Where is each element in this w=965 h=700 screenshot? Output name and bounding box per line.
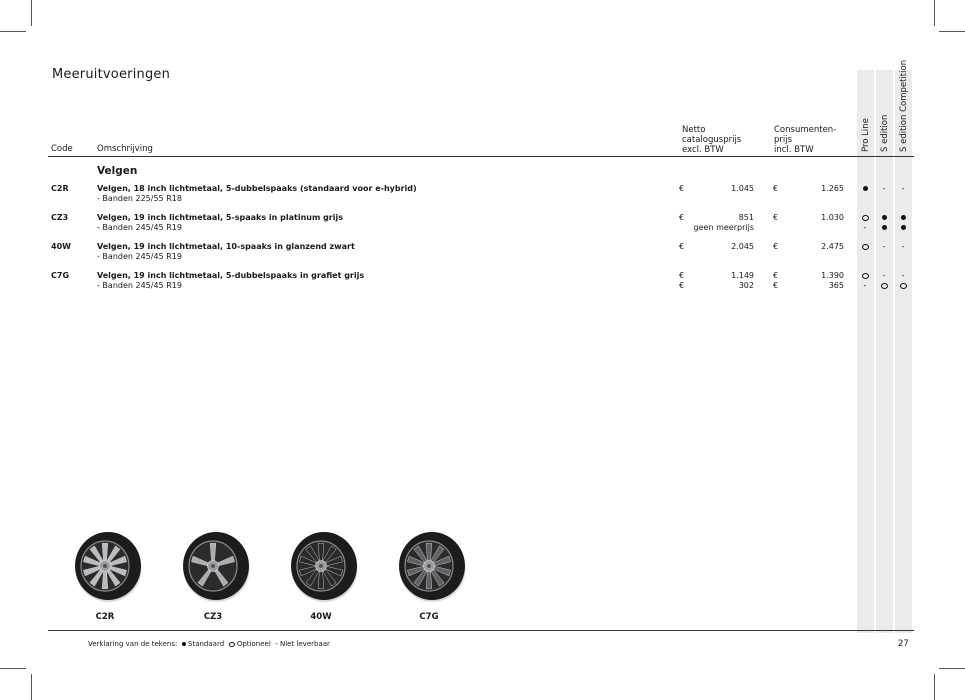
currency-symbol: € xyxy=(773,271,779,280)
tyre-spec: - Banden 225/55 R18 xyxy=(97,194,182,203)
option-code: CZ3 xyxy=(51,213,69,222)
crop-mark xyxy=(939,31,965,32)
wheel-label: CZ3 xyxy=(203,612,223,622)
option-description: Velgen, 19 inch lichtmetaal, 5-spaaks in platinum grijs xyxy=(97,213,343,222)
availability-mark xyxy=(858,242,872,252)
currency-symbol: € xyxy=(773,184,779,193)
availability-mark: - xyxy=(901,242,905,251)
crop-mark xyxy=(0,668,26,669)
standard-dot-icon xyxy=(863,186,868,191)
currency-symbol: € xyxy=(679,271,685,280)
availability-mark xyxy=(877,223,891,233)
optional-ring-icon xyxy=(881,283,888,289)
availability-mark xyxy=(877,213,891,223)
availability-mark xyxy=(858,184,872,194)
hub-centre xyxy=(103,564,107,568)
standard-dot-icon xyxy=(882,225,887,230)
net-price: 1.045 xyxy=(731,184,754,193)
hub-centre xyxy=(427,564,431,568)
availability-mark: - xyxy=(882,184,886,193)
availability-mark xyxy=(858,271,872,281)
net-price: 2.045 xyxy=(731,242,754,251)
availability-mark xyxy=(896,281,910,291)
currency-symbol: € xyxy=(679,242,685,251)
header-code: Code xyxy=(51,144,73,154)
availability-mark: - xyxy=(863,223,867,232)
availability-mark: - xyxy=(901,184,905,193)
standard-dot-icon xyxy=(901,215,906,220)
legend xyxy=(88,640,330,648)
crop-mark xyxy=(934,674,935,700)
consumer-price: 365 xyxy=(828,281,844,290)
currency-symbol: € xyxy=(773,242,779,251)
option-description: Velgen, 18 inch lichtmetaal, 5-dubbelspaaks (standaard voor e-hybrid) xyxy=(97,184,417,193)
currency-symbol: € xyxy=(679,281,685,290)
standard-dot-icon xyxy=(882,215,887,220)
option-code: C2R xyxy=(51,184,69,193)
wheel-label: 40W xyxy=(310,612,332,622)
crop-mark xyxy=(0,31,26,32)
crop-mark xyxy=(939,668,965,669)
optional-ring-icon xyxy=(862,273,869,279)
standard-dot-icon xyxy=(182,642,186,646)
wheel-label: C2R xyxy=(95,612,115,622)
header-description: Omschrijving xyxy=(97,144,153,154)
header-net-price: Netto catalogusprijs excl. BTW xyxy=(682,125,742,155)
availability-mark xyxy=(896,223,910,233)
tyre-spec: - Banden 245/45 R19 xyxy=(97,223,182,232)
crop-mark xyxy=(31,674,32,700)
legend-standard: Standaard xyxy=(188,640,225,648)
tyre-spec: - Banden 245/45 R19 xyxy=(97,281,182,290)
net-price: 302 xyxy=(738,281,754,290)
variant-column-band xyxy=(895,70,912,633)
wheel-label: C7G xyxy=(419,612,439,622)
optional-ring-icon xyxy=(862,244,869,250)
legend-not-available: - Niet leverbaar xyxy=(275,640,330,648)
page-title: Meeruitvoeringen xyxy=(52,67,171,82)
crop-mark xyxy=(31,0,32,26)
currency-symbol: € xyxy=(679,213,685,222)
header-s-edition-competition: S edition Competition xyxy=(899,59,909,152)
page-number: 27 xyxy=(898,639,909,649)
price-note: geen meerprijs xyxy=(693,223,754,232)
legend-intro: Verklaring van de tekens: xyxy=(88,640,178,648)
availability-mark xyxy=(896,213,910,223)
availability-mark xyxy=(877,281,891,291)
header-rule xyxy=(48,156,914,157)
header-consumer-price: Consumenten- prijs incl. BTW xyxy=(774,125,837,155)
section-title: Velgen xyxy=(97,165,138,177)
availability-mark: - xyxy=(882,271,886,280)
legend-optional: Optioneel xyxy=(236,640,271,648)
availability-mark: - xyxy=(863,281,867,290)
optional-ring-icon xyxy=(862,215,869,221)
hub-centre xyxy=(211,564,215,568)
option-description: Velgen, 19 inch lichtmetaal, 5-dubbelspaaks in grafiet grijs xyxy=(97,271,365,280)
consumer-price: 2.475 xyxy=(821,242,844,251)
currency-symbol: € xyxy=(773,213,779,222)
variant-column-band xyxy=(857,70,874,633)
variant-column-band xyxy=(876,70,893,633)
hub-centre xyxy=(319,564,323,568)
option-description: Velgen, 19 inch lichtmetaal, 10-spaaks in glanzend zwart xyxy=(97,242,355,251)
crop-mark xyxy=(934,0,935,26)
availability-mark xyxy=(858,213,872,223)
optional-ring-icon xyxy=(900,283,907,289)
header-s-edition: S edition xyxy=(880,114,890,152)
tyre-spec: - Banden 245/45 R19 xyxy=(97,252,182,261)
availability-mark: - xyxy=(882,242,886,251)
currency-symbol: € xyxy=(679,184,685,193)
currency-symbol: € xyxy=(773,281,779,290)
wheel-image-cz3 xyxy=(180,530,250,602)
header-pro-line: Pro Line xyxy=(861,118,871,152)
option-code: C7G xyxy=(51,271,70,280)
wheel-image-c2r xyxy=(72,530,142,602)
option-code: 40W xyxy=(51,242,71,251)
standard-dot-icon xyxy=(901,225,906,230)
availability-mark: - xyxy=(901,271,905,280)
consumer-price: 1.030 xyxy=(821,213,844,222)
wheel-image-c7g xyxy=(396,530,466,602)
net-price: 851 xyxy=(738,213,754,222)
wheel-image-40w xyxy=(288,530,358,602)
net-price: 1.149 xyxy=(731,271,754,280)
consumer-price: 1.265 xyxy=(821,184,844,193)
optional-ring-icon xyxy=(229,642,235,647)
consumer-price: 1.390 xyxy=(821,271,844,280)
footer-rule xyxy=(48,630,914,631)
